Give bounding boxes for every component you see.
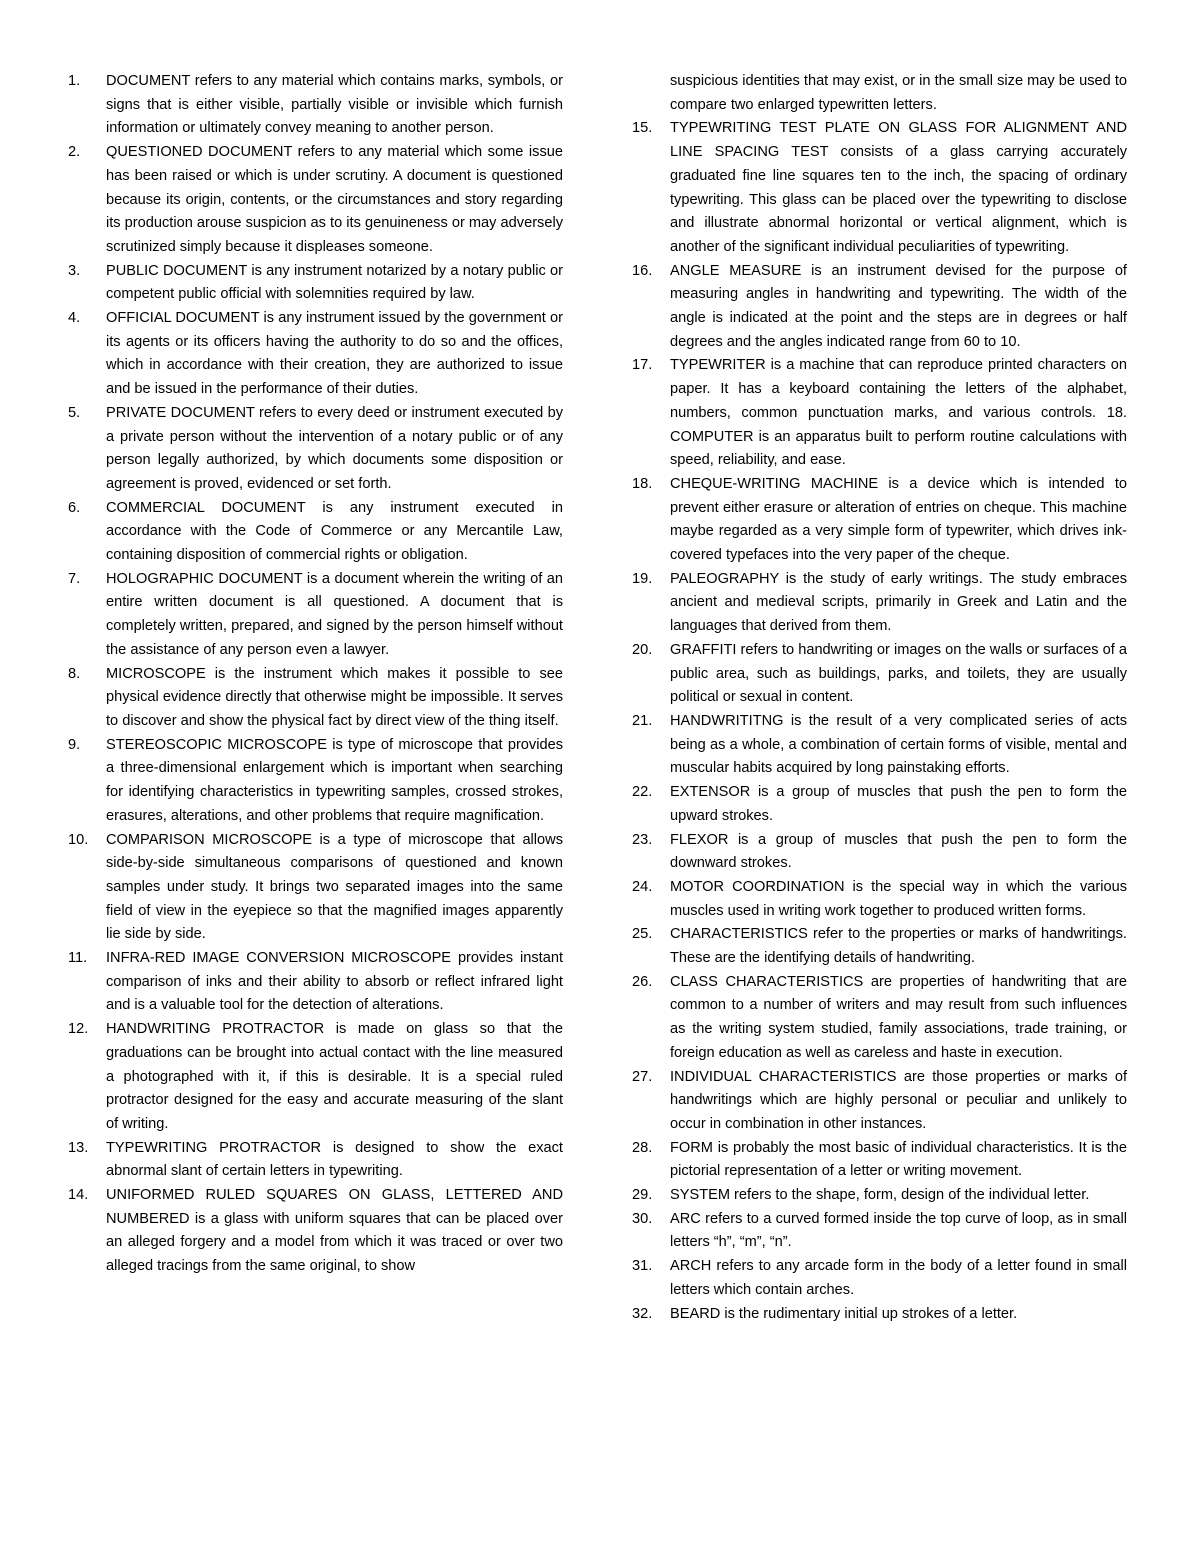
item-number: 19. [632, 570, 653, 587]
item-number: 3. [68, 262, 81, 279]
item-definition: TYPEWRITER is a machine that can reproduce printed characters on paper. It has a keyboard containing the letters of the alphabet, numbers, common punctuation marks, and various controls. 18. COMPUTER is an apparatus built to perform routine calculations with speed, reliability, and ease. [670, 357, 1127, 469]
term-list-item [632, 473, 1127, 568]
item-definition: COMMERCIAL DOCUMENT is any instrument executed in accordance with the Code of Commerce or any Mercantile Law, containing disposition of commercial rights or obligation. [106, 499, 563, 564]
item-number: 18. [632, 475, 653, 492]
term-list-item [632, 1303, 1127, 1327]
term-list-item [68, 141, 563, 260]
term-list-item [68, 307, 563, 402]
item-number: 32. [632, 1305, 653, 1322]
item-number: 27. [632, 1068, 653, 1085]
item-definition: ANGLE MEASURE is an instrument devised for the purpose of measuring angles in handwriting and typewriting. The width of the angle is indicated at the point and the steps are in degrees or half degrees and the angles indicated range from 60 to 10. [670, 262, 1127, 350]
right-term-list [632, 117, 1127, 1326]
item-definition: GRAFFITI refers to handwriting or images on the walls or surfaces of a public area, such as buildings, parks, and toilets, they are usually political or sexual in content. [670, 641, 1127, 706]
item-number: 10. [68, 831, 89, 848]
continued-definition-text: suspicious identities that may exist, or in the small size may be used to compare two enlarged typewritten letters. [670, 73, 1127, 113]
left-term-list [68, 70, 563, 1279]
item-definition: PUBLIC DOCUMENT is any instrument notarized by a notary public or competent public official with solemnities required by law. [106, 262, 563, 303]
item-number: 14. [68, 1187, 89, 1204]
term-list-item [632, 1184, 1127, 1208]
term-list-item [68, 1137, 563, 1184]
item-definition: SYSTEM refers to the shape, form, design of the individual letter. [670, 1187, 1090, 1204]
item-definition: QUESTIONED DOCUMENT refers to any material which some issue has been raised or which is under scrutiny. A document is questioned because its origin, contents, or the circumstances and story regarding its production arouse suspicion as to its genuineness or may adversely scrutinized simply because it displeases someone. [106, 144, 563, 255]
term-list-item [68, 260, 563, 307]
item-definition: FORM is probably the most basic of individual characteristics. It is the pictorial representation of a letter or writing movement. [670, 1139, 1127, 1180]
item-number: 16. [632, 262, 653, 279]
item-definition: PRIVATE DOCUMENT refers to every deed or instrument executed by a private person without the intervention of a notary public or of any person legally authorized, by which documents some disposition or agreement is proved, evidenced or set forth. [106, 404, 563, 492]
term-list-item [632, 117, 1127, 259]
item-definition: HANDWRITITNG is the result of a very complicated series of acts being as a whole, a combination of certain forms of visible, mental and muscular habits acquired by long painstaking efforts. [670, 712, 1127, 777]
term-list-item [632, 971, 1127, 1066]
item-definition: DOCUMENT refers to any material which contains marks, symbols, or signs that is either visible, partially visible or invisible which furnish information or ultimately convey meaning to another person. [106, 73, 563, 137]
item-definition: ARCH refers to any arcade form in the body of a letter found in small letters which contain arches. [670, 1258, 1127, 1298]
term-list-item [632, 1255, 1127, 1302]
item-number: 1. [68, 73, 81, 89]
item-number: 9. [68, 736, 81, 753]
item-definition: CHARACTERISTICS refer to the properties or marks of handwritings. These are the identifying details of handwriting. [670, 926, 1127, 967]
item-definition: COMPARISON MICROSCOPE is a type of microscope that allows side-by-side simultaneous comparisons of questioned and known samples under study. It brings two separated images into the same field of view in the eyepiece so that the magnified images apparently lie side by side. [106, 831, 563, 943]
term-list-item [68, 947, 563, 1018]
item-definition: UNIFORMED RULED SQUARES ON GLASS, LETTERED AND NUMBERED is a glass with uniform squares that can be placed over an alleged forgery and a model from which it was traced or over two alleged tracings from the same original, to show [106, 1187, 563, 1275]
item-number: 6. [68, 499, 81, 516]
item-number: 22. [632, 784, 653, 801]
term-list-item [632, 354, 1127, 473]
item-definition: HOLOGRAPHIC DOCUMENT is a document wherein the writing of an entire written document is all questioned. A document that is completely written, prepared, and signed by the person himself without the assistance of any person even a lawyer. [106, 570, 563, 658]
term-list-item [632, 260, 1127, 355]
item-definition: PALEOGRAPHY is the study of early writings. The study embraces ancient and medieval scripts, primarily in Greek and Latin and the languages that derived from them. [670, 570, 1127, 635]
item-definition: TYPEWRITING TEST PLATE ON GLASS FOR ALIGNMENT AND LINE SPACING TEST consists of a glass carrying accurately graduated fine line squares ten to the inch, the spacing of ordinary typewriting. This glass can be placed over the typewriting to disclose and illustrate abnormal horizontal or vertical alignment, which is another of the significant individual peculiarities of typewriting. [670, 120, 1127, 255]
item-number: 5. [68, 404, 81, 421]
item-definition: CHEQUE-WRITING MACHINE is a device which is intended to prevent either erasure or alteration of entries on cheque. This machine maybe regarded as a very simple form of typewriter, which drives ink-covered typefaces into the very paper of the cheque. [670, 475, 1127, 564]
item-number: 25. [632, 926, 653, 943]
term-list-item [632, 781, 1127, 828]
item-number: 15. [632, 120, 653, 137]
term-list-item [632, 1066, 1127, 1137]
item-number: 13. [68, 1139, 89, 1156]
item-definition: CLASS CHARACTERISTICS are properties of handwriting that are common to a number of writers and may result from such influences as the writing system studied, family associations, trade training, or foreign education as well as careless and haste in execution. [670, 973, 1127, 1061]
item-number: 12. [68, 1021, 89, 1038]
item-number: 20. [632, 641, 653, 658]
item-definition: INDIVIDUAL CHARACTERISTICS are those properties or marks of handwritings which are highly personal or peculiar and unlikely to occur in combination in other instances. [670, 1068, 1127, 1132]
item-number: 17. [632, 357, 653, 374]
item-number: 26. [632, 973, 653, 990]
item-number: 24. [632, 878, 653, 895]
item-definition: MOTOR COORDINATION is the special way in which the various muscles used in writing work together to produced written forms. [670, 878, 1127, 919]
item-number: 30. [632, 1210, 653, 1227]
left-column [68, 70, 563, 1279]
item-number: 29. [632, 1187, 653, 1204]
term-list-item [68, 70, 563, 141]
term-list-item [68, 568, 563, 663]
item-number: 2. [68, 144, 81, 161]
item-definition: TYPEWRITING PROTRACTOR is designed to show the exact abnormal slant of certain letters in typewriting. [106, 1139, 563, 1180]
item-definition: BEARD is the rudimentary initial up strokes of a letter. [670, 1305, 1018, 1322]
item-definition: FLEXOR is a group of muscles that push the pen to form the downward strokes. [670, 831, 1127, 872]
term-list-item [68, 1018, 563, 1137]
term-list-item [632, 1208, 1127, 1255]
item-definition: HANDWRITING PROTRACTOR is made on glass so that the graduations can be brought into actual contact with the line measured a photographed with it, if this is desirable. It is a special ruled protractor designed for the easy and accurate measuring of the slant of writing. [106, 1021, 563, 1132]
term-list-item [632, 1137, 1127, 1184]
term-list-item [68, 1184, 563, 1279]
term-list-item [68, 402, 563, 497]
term-list-item [68, 497, 563, 568]
term-list-item [68, 829, 563, 948]
item-definition: STEREOSCOPIC MICROSCOPE is type of microscope that provides a three-dimensional enlargement which is important when searching for identifying characteristics in typewriting samples, crossed strokes, erasures, alterations, and other problems that require magnification. [106, 736, 563, 824]
term-list-item [68, 663, 563, 734]
item-number: 28. [632, 1139, 653, 1156]
item-number: 11. [68, 950, 88, 967]
item-number: 7. [68, 570, 81, 587]
right-column [632, 70, 1127, 1326]
term-list-item [68, 734, 563, 829]
item-definition: EXTENSOR is a group of muscles that push the pen to form the upward strokes. [670, 784, 1127, 824]
item-definition: ARC refers to a curved formed inside the top curve of loop, as in small letters “h”, “m”, “n”. [670, 1210, 1127, 1251]
term-list-item [632, 568, 1127, 639]
item-definition: OFFICIAL DOCUMENT is any instrument issued by the government or its agents or its officers having the authority to do so and the offices, which in accordance with their creation, they are authorized to issue and be issued in the performance of their duties. [106, 310, 563, 398]
item-number: 4. [68, 310, 81, 327]
term-list-item [632, 829, 1127, 876]
term-list-item [632, 923, 1127, 970]
term-list-item [632, 639, 1127, 710]
term-list-item [632, 710, 1127, 781]
item-definition: MICROSCOPE is the instrument which makes it possible to see physical evidence directly that otherwise might be impossible. It serves to discover and show the physical fact by direct view of the thing itself. [106, 665, 563, 729]
item-definition: INFRA-RED IMAGE CONVERSION MICROSCOPE provides instant comparison of inks and their ability to absorb or reflect infrared light and is a valuable tool for the detection of alterations. [106, 950, 563, 1014]
item-number: 31. [632, 1258, 653, 1275]
term-list-item [632, 876, 1127, 923]
item-number: 23. [632, 831, 653, 848]
item-number: 21. [632, 712, 653, 729]
item-number: 8. [68, 665, 81, 682]
